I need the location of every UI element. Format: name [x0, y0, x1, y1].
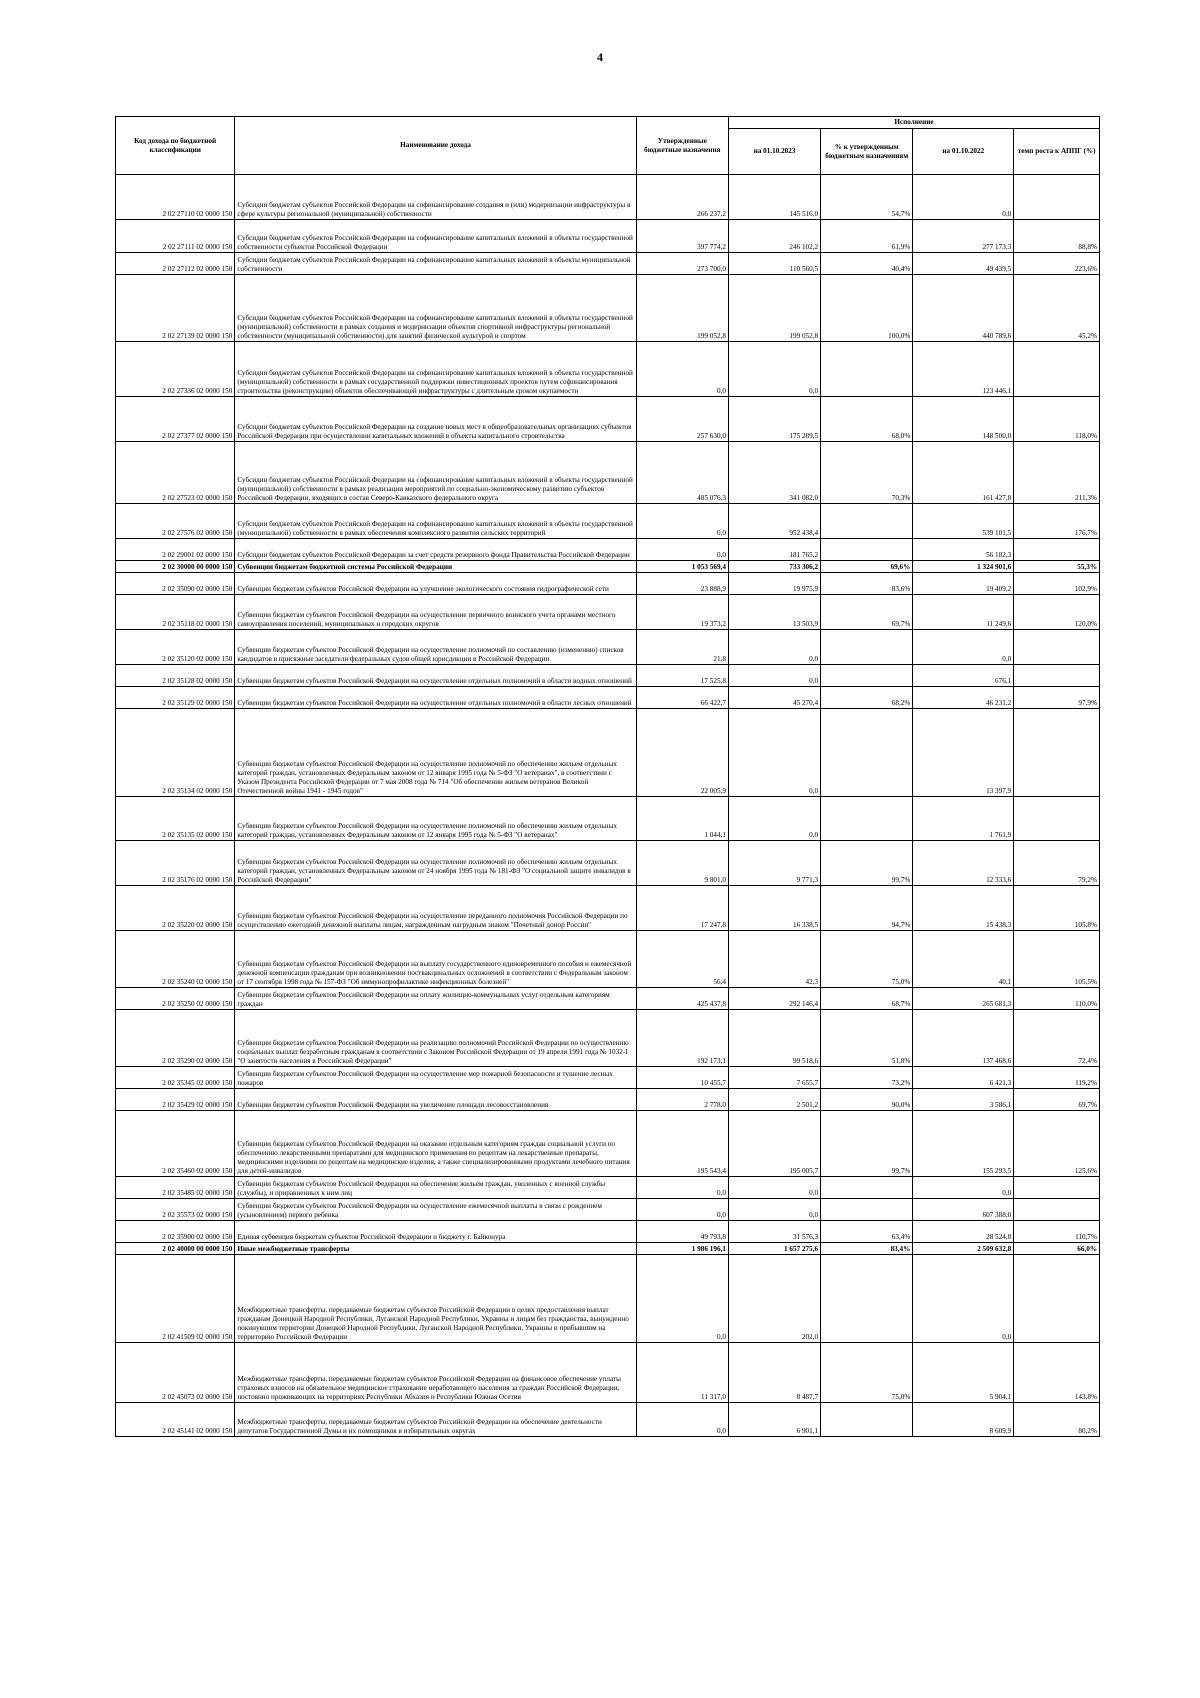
row-name: Субвенции бюджетам субъектов Российской Федерации на осуществление полномочий по составлению (изменению) списков кандидатов в присяжные заседатели федеральных судов общей юрисдикции в Российской Федерации — [235, 630, 636, 665]
row-exec-2023: 0,0 — [728, 342, 820, 397]
row-exec-2023: 99 518,6 — [728, 1010, 820, 1067]
header-name: Наименование дохода — [235, 117, 636, 175]
row-percent: 94,7% — [821, 886, 913, 931]
row-name: Субвенции бюджетам субъектов Российской Федерации на осуществление переданного полномочия Российской Федерации по осуществлению ежегодной денежной выплаты лицам, награжденным нагрудным знаком "Почетный донор России" — [235, 886, 636, 931]
row-code: 2 02 27112 02 0000 150 — [116, 253, 235, 275]
row-code: 2 02 35240 02 0000 150 — [116, 931, 235, 988]
row-growth: 120,0% — [1014, 595, 1100, 630]
table-row — [116, 442, 1100, 504]
row-percent: 70,3% — [821, 442, 913, 504]
row-approved: 0,0 — [636, 539, 728, 561]
row-name: Субвенции бюджетам субъектов Российской Федерации на оказание отдельным категориям граждан социальной услуги по обеспечению лекарственными препаратами для медицинского применения по рецептам на лекарственные препараты, медицинскими изделиями по рецептам на медицинские изделия, а также специализированными продуктами лечебного питания для детей-инвалидов — [235, 1111, 636, 1177]
row-percent — [821, 630, 913, 665]
row-percent: 75,0% — [821, 931, 913, 988]
table-row — [116, 253, 1100, 275]
row-approved: 1 986 196,1 — [636, 1243, 728, 1255]
row-growth: 97,9% — [1014, 687, 1100, 709]
row-approved: 273 700,0 — [636, 253, 728, 275]
row-code: 2 02 35250 02 0000 150 — [116, 988, 235, 1010]
row-exec-2023: 0,0 — [728, 1199, 820, 1221]
row-percent: 68,7% — [821, 988, 913, 1010]
row-growth: 143,8% — [1014, 1343, 1100, 1403]
row-code: 2 02 41509 02 0000 150 — [116, 1255, 235, 1343]
row-name: Субвенции бюджетам субъектов Российской Федерации на осуществление первичного воинского учета органами местного самоуправления поселений, муниципальных и городских округов — [235, 595, 636, 630]
revenue-table — [115, 116, 1100, 1437]
row-exec-2022: 1 761,9 — [913, 797, 1014, 841]
row-code: 2 02 27111 02 0000 150 — [116, 220, 235, 253]
row-exec-2023: 175 289,5 — [728, 397, 820, 442]
row-growth: 69,7% — [1014, 1089, 1100, 1111]
row-exec-2022: 49 439,5 — [913, 253, 1014, 275]
table-row — [116, 595, 1100, 630]
row-approved: 0,0 — [636, 342, 728, 397]
row-percent — [821, 1255, 913, 1343]
header-growth: темп роста к АППГ (%) — [1014, 129, 1100, 175]
table-row — [116, 342, 1100, 397]
row-exec-2022: 123 446,1 — [913, 342, 1014, 397]
row-exec-2023: 195 005,7 — [728, 1111, 820, 1177]
row-name: Субсидии бюджетам субъектов Российской Федерации на софинансирование капитальных вложений в объекты государственной (муниципальной) собственности в рамках реализации мероприятий по социально-экономическому развитию субъектов Российской Федерации, входящих в состав Северо-Кавказского федерального округа — [235, 442, 636, 504]
row-code: 2 02 27139 02 0000 150 — [116, 275, 235, 342]
row-percent: 83,4% — [821, 1243, 913, 1255]
row-code: 2 02 27110 02 0000 150 — [116, 175, 235, 220]
row-approved: 0,0 — [636, 1255, 728, 1343]
row-percent: 69,6% — [821, 561, 913, 573]
row-code: 2 02 40000 00 0000 150 — [116, 1243, 235, 1255]
table-row — [116, 1243, 1100, 1255]
row-exec-2022: 277 173,3 — [913, 220, 1014, 253]
row-exec-2023: 0,0 — [728, 630, 820, 665]
row-approved: 1 044,1 — [636, 797, 728, 841]
row-exec-2022: 539 101,5 — [913, 504, 1014, 539]
row-name: Субвенции бюджетам субъектов Российской Федерации на осуществление ежемесячной выплаты в связи с рождением (усыновлением) первого ребенка — [235, 1199, 636, 1221]
row-exec-2022: 40,1 — [913, 931, 1014, 988]
row-exec-2023: 7 655,7 — [728, 1067, 820, 1089]
table-row — [116, 1177, 1100, 1199]
table-body — [116, 175, 1100, 1437]
row-name: Субсидии бюджетам субъектов Российской Федерации на софинансирование капитальных вложений в объекты государственной (муниципальной) собственности в рамках создания и модернизации объектов спортивной инфраструктуры региональной собственности (муниципальной собственности) для занятий физической культурой и спортом — [235, 275, 636, 342]
row-exec-2022: 11 249,6 — [913, 595, 1014, 630]
row-percent: 90,0% — [821, 1089, 913, 1111]
row-name: Субвенции бюджетам субъектов Российской Федерации на осуществление отдельных полномочий в области лесных отношений — [235, 687, 636, 709]
row-name: Субвенции бюджетам субъектов Российской Федерации на выплату государственного единовременного пособия и ежемесячной денежной компенсации гражданам при возникновении поствакцинальных осложнений в соответствии с Федеральным законом от 17 сентября 1998 года № 157-ФЗ "Об иммунопрофилактике инфекционных болезней" — [235, 931, 636, 988]
row-percent: 100,0% — [821, 275, 913, 342]
row-growth: 105,8% — [1014, 886, 1100, 931]
row-growth — [1014, 630, 1100, 665]
row-growth: 118,0% — [1014, 397, 1100, 442]
row-percent: 83,6% — [821, 573, 913, 595]
row-percent — [821, 342, 913, 397]
row-exec-2022: 56 182,3 — [913, 539, 1014, 561]
row-approved: 0,0 — [636, 504, 728, 539]
row-exec-2023: 341 082,0 — [728, 442, 820, 504]
row-approved: 19 373,2 — [636, 595, 728, 630]
row-name: Межбюджетные трансферты, передаваемые бюджетам субъектов Российской Федерации в целях предоставления выплат гражданам Донецкой Народной Республики, Луганской Народной Республики, Украины и лицам без гражданства, вынужденно покинувшим территории Донецкой Народной Республики, Луганской Народной Республики, Украины и прибывшим на территорию Российской Федерации — [235, 1255, 636, 1343]
row-code: 2 02 35220 02 0000 150 — [116, 886, 235, 931]
row-exec-2023: 1 657 275,6 — [728, 1243, 820, 1255]
row-approved: 21,8 — [636, 630, 728, 665]
table-row — [116, 504, 1100, 539]
row-approved: 0,0 — [636, 1199, 728, 1221]
row-code: 2 02 45073 02 0000 150 — [116, 1343, 235, 1403]
row-percent — [821, 1403, 913, 1437]
row-exec-2023: 292 146,4 — [728, 988, 820, 1010]
row-name: Субвенции бюджетам субъектов Российской Федерации на увеличение площади лесовосстановления — [235, 1089, 636, 1111]
row-exec-2023: 45 270,4 — [728, 687, 820, 709]
row-exec-2023: 202,0 — [728, 1255, 820, 1343]
row-name: Субсидии бюджетам субъектов Российской Федерации на софинансирование капитальных вложений в объекты муниципальной собственности — [235, 253, 636, 275]
row-exec-2023: 13 503,9 — [728, 595, 820, 630]
table-row — [116, 709, 1100, 797]
row-exec-2022: 161 427,8 — [913, 442, 1014, 504]
row-code: 2 02 35176 02 0000 150 — [116, 841, 235, 886]
row-exec-2023: 733 306,2 — [728, 561, 820, 573]
row-exec-2023: 8 487,7 — [728, 1343, 820, 1403]
row-name: Субвенции бюджетам субъектов Российской Федерации на оплату жилищно-коммунальных услуг отдельным категориям граждан — [235, 988, 636, 1010]
row-growth: 223,6% — [1014, 253, 1100, 275]
row-percent: 75,0% — [821, 1343, 913, 1403]
row-exec-2022: 6 421,3 — [913, 1067, 1014, 1089]
row-exec-2023: 42,3 — [728, 931, 820, 988]
row-approved: 22 005,9 — [636, 709, 728, 797]
row-code: 2 02 35429 02 0000 150 — [116, 1089, 235, 1111]
row-approved: 56,4 — [636, 931, 728, 988]
row-exec-2022: 155 293,5 — [913, 1111, 1014, 1177]
table-row — [116, 1067, 1100, 1089]
row-name: Субвенции бюджетам бюджетной системы Российской Федерации — [235, 561, 636, 573]
row-percent: 68,0% — [821, 397, 913, 442]
table-row — [116, 397, 1100, 442]
row-approved: 192 173,1 — [636, 1010, 728, 1067]
table-row — [116, 886, 1100, 931]
row-exec-2023: 2 501,2 — [728, 1089, 820, 1111]
row-exec-2022: 265 681,3 — [913, 988, 1014, 1010]
row-exec-2023: 181 765,2 — [728, 539, 820, 561]
row-name: Субвенции бюджетам субъектов Российской Федерации на осуществление полномочий по обеспечению жильем отдельных категорий граждан, установленных Федеральным законом от 12 января 1995 года № 5-ФЗ "О ветеранах", в соответствии с Указом Президента Российской Федерации от 7 мая 2008 года № 714 "Об обеспечении жильем ветеранов Великой Отечественной войны 1941 - 1945 годов" — [235, 709, 636, 797]
header-approved: Утвержденные бюджетные назначения — [636, 117, 728, 175]
row-growth: 125,6% — [1014, 1111, 1100, 1177]
row-growth — [1014, 1255, 1100, 1343]
row-approved: 485 076,3 — [636, 442, 728, 504]
row-approved: 9 801,0 — [636, 841, 728, 886]
row-approved: 0,0 — [636, 1177, 728, 1199]
row-code: 2 02 35345 02 0000 150 — [116, 1067, 235, 1089]
row-growth: 80,2% — [1014, 1403, 1100, 1437]
row-percent: 73,2% — [821, 1067, 913, 1089]
row-growth — [1014, 797, 1100, 841]
row-exec-2022: 0,0 — [913, 630, 1014, 665]
row-percent: 68,2% — [821, 687, 913, 709]
row-exec-2023: 246 102,2 — [728, 220, 820, 253]
row-growth — [1014, 1177, 1100, 1199]
row-approved: 266 237,2 — [636, 175, 728, 220]
row-exec-2022: 0,0 — [913, 1255, 1014, 1343]
row-exec-2023: 199 052,8 — [728, 275, 820, 342]
row-growth — [1014, 539, 1100, 561]
row-approved: 425 437,8 — [636, 988, 728, 1010]
row-code: 2 02 30000 00 0000 150 — [116, 561, 235, 573]
row-exec-2023: 0,0 — [728, 797, 820, 841]
row-approved: 2 778,0 — [636, 1089, 728, 1111]
header-code: Код дохода по бюджетной классификации — [116, 117, 235, 175]
row-exec-2022: 8 609,9 — [913, 1403, 1014, 1437]
row-growth — [1014, 1199, 1100, 1221]
row-name: Субсидии бюджетам субъектов Российской Федерации на софинансирование капитальных вложений в объекты государственной (муниципальной) собственности в рамках государственной поддержки инвестиционных проектов путем софинансирования строительства (реконструкции) объектов обеспечивающей инфраструктуры с длительным сроком окупаемости — [235, 342, 636, 397]
row-name: Субсидии бюджетам субъектов Российской Федерации на софинансирование капитальных вложений в объекты государственной собственности субъектов Российской Федерации — [235, 220, 636, 253]
row-exec-2022: 19 409,2 — [913, 573, 1014, 595]
row-exec-2023: 16 338,5 — [728, 886, 820, 931]
row-approved: 199 052,8 — [636, 275, 728, 342]
row-name: Субвенции бюджетам субъектов Российской Федерации на осуществление полномочий по обеспечению жильем отдельных категорий граждан, установленных Федеральным законом от 24 ноября 1995 года № 181-ФЗ "О социальной защите инвалидов в Российской Федерации" — [235, 841, 636, 886]
row-code: 2 02 35485 02 0000 150 — [116, 1177, 235, 1199]
row-approved: 10 455,7 — [636, 1067, 728, 1089]
row-percent — [821, 665, 913, 687]
row-growth: 119,2% — [1014, 1067, 1100, 1089]
row-name: Субсидии бюджетам субъектов Российской Федерации на создание новых мест в общеобразовательных организациях субъектов Российской Федерации при осуществлении капитальных вложений в объекты капитального строительства — [235, 397, 636, 442]
row-code: 2 02 29001 02 0000 150 — [116, 539, 235, 561]
row-name: Иные межбюджетные трансферты — [235, 1243, 636, 1255]
row-growth — [1014, 709, 1100, 797]
row-name: Субвенции бюджетам субъектов Российской Федерации на осуществление мер пожарной безопасности и тушение лесных пожаров — [235, 1067, 636, 1089]
table-row — [116, 630, 1100, 665]
row-name: Субвенции бюджетам субъектов Российской Федерации на реализацию полномочий Российской Федерации по осуществлению социальных выплат безработным гражданам в соответствии с Законом Российской Федерации от 19 апреля 1991 года № 1032-I "О занятости населения в Российской Федерации" — [235, 1010, 636, 1067]
row-exec-2022: 46 231,2 — [913, 687, 1014, 709]
row-exec-2023: 6 901,1 — [728, 1403, 820, 1437]
header-date-2022: на 01.10.2022 — [913, 129, 1014, 175]
row-approved: 66 422,7 — [636, 687, 728, 709]
table-row — [116, 797, 1100, 841]
row-code: 2 02 35573 02 0000 150 — [116, 1199, 235, 1221]
table-row — [116, 539, 1100, 561]
row-exec-2023: 952 438,4 — [728, 504, 820, 539]
table-row — [116, 1255, 1100, 1343]
table-row — [116, 220, 1100, 253]
row-approved: 257 630,0 — [636, 397, 728, 442]
row-growth: 110,7% — [1014, 1221, 1100, 1243]
table-row — [116, 1111, 1100, 1177]
row-exec-2023: 0,0 — [728, 665, 820, 687]
header-date-2023: на 01.10.2023 — [728, 129, 820, 175]
row-exec-2022: 607 388,0 — [913, 1199, 1014, 1221]
row-code: 2 02 27523 02 0000 150 — [116, 442, 235, 504]
row-growth: 88,8% — [1014, 220, 1100, 253]
row-name: Субвенции бюджетам субъектов Российской Федерации на осуществление полномочий по обеспечению жильем отдельных категорий граждан, установленных Федеральным законом от 12 января 1995 года № 5-ФЗ "О ветеранах" — [235, 797, 636, 841]
row-code: 2 02 35900 02 0000 150 — [116, 1221, 235, 1243]
row-exec-2022: 5 904,1 — [913, 1343, 1014, 1403]
page-number: 4 — [597, 50, 603, 64]
row-name: Субвенции бюджетам субъектов Российской Федерации на улучшение экологического состояния гидрографической сети — [235, 573, 636, 595]
row-name: Межбюджетные трансферты, передаваемые бюджетам субъектов Российской Федерации на финансовое обеспечение уплаты страховых взносов на обязательное медицинское страхование неработающего населения за граждан Российской Федерации, постоянно проживающих на территориях Республики Абхазия и Республики Южная Осетия — [235, 1343, 636, 1403]
row-code: 2 02 27377 02 0000 150 — [116, 397, 235, 442]
row-exec-2022: 13 397,9 — [913, 709, 1014, 797]
row-exec-2022: 676,1 — [913, 665, 1014, 687]
row-exec-2022: 148 500,0 — [913, 397, 1014, 442]
row-growth: 66,0% — [1014, 1243, 1100, 1255]
table-row — [116, 175, 1100, 220]
row-name: Субсидии бюджетам субъектов Российской Федерации на софинансирование капитальных вложений в объекты государственной (муниципальной) собственности в рамках обеспечения комплексного развития сельских территорий — [235, 504, 636, 539]
row-percent — [821, 504, 913, 539]
row-approved: 397 774,2 — [636, 220, 728, 253]
row-name: Субвенции бюджетам субъектов Российской Федерации на обеспечение жильем граждан, уволенных с военной службы (службы), и приравненных к ним лиц — [235, 1177, 636, 1199]
row-growth: 102,9% — [1014, 573, 1100, 595]
row-growth: 105,5% — [1014, 931, 1100, 988]
row-percent: 40,4% — [821, 253, 913, 275]
row-percent — [821, 709, 913, 797]
row-name: Субсидии бюджетам субъектов Российской Федерации за счет средств резервного фонда Правительства Российской Федерации — [235, 539, 636, 561]
row-code: 2 02 35460 02 0000 150 — [116, 1111, 235, 1177]
row-growth: 211,3% — [1014, 442, 1100, 504]
row-code: 2 02 35290 02 0000 150 — [116, 1010, 235, 1067]
row-growth — [1014, 175, 1100, 220]
row-code: 2 02 45141 02 0000 150 — [116, 1403, 235, 1437]
row-percent — [821, 539, 913, 561]
row-percent — [821, 797, 913, 841]
row-exec-2023: 31 576,3 — [728, 1221, 820, 1243]
table-row — [116, 988, 1100, 1010]
row-approved: 49 793,8 — [636, 1221, 728, 1243]
table-row — [116, 931, 1100, 988]
row-exec-2022: 2 509 632,8 — [913, 1243, 1014, 1255]
table-row — [116, 561, 1100, 573]
row-exec-2023: 0,0 — [728, 1177, 820, 1199]
row-code: 2 02 35118 02 0000 150 — [116, 595, 235, 630]
row-exec-2022: 12 333,6 — [913, 841, 1014, 886]
row-growth: 72,4% — [1014, 1010, 1100, 1067]
row-code: 2 02 35129 02 0000 150 — [116, 687, 235, 709]
row-percent: 99,7% — [821, 1111, 913, 1177]
row-approved: 11 317,0 — [636, 1343, 728, 1403]
table-row — [116, 687, 1100, 709]
row-exec-2023: 145 516,0 — [728, 175, 820, 220]
row-code: 2 02 35135 02 0000 150 — [116, 797, 235, 841]
row-exec-2022: 1 324 901,6 — [913, 561, 1014, 573]
row-exec-2023: 19 975,9 — [728, 573, 820, 595]
row-name: Единая субвенция бюджетам субъектов Российской Федерации и бюджету г. Байконура — [235, 1221, 636, 1243]
row-code: 2 02 35090 02 0000 150 — [116, 573, 235, 595]
row-growth: 55,3% — [1014, 561, 1100, 573]
table-row — [116, 1403, 1100, 1437]
row-code: 2 02 27336 02 0000 150 — [116, 342, 235, 397]
table-row — [116, 665, 1100, 687]
row-exec-2023: 0,0 — [728, 709, 820, 797]
row-growth: 45,2% — [1014, 275, 1100, 342]
row-growth — [1014, 665, 1100, 687]
row-exec-2022: 0,0 — [913, 1177, 1014, 1199]
row-name: Субвенции бюджетам субъектов Российской Федерации на осуществление отдельных полномочий в области водных отношений — [235, 665, 636, 687]
row-percent: 69,7% — [821, 595, 913, 630]
row-code: 2 02 35120 02 0000 150 — [116, 630, 235, 665]
row-name: Субсидии бюджетам субъектов Российской Федерации на софинансирование создания и (или) модернизации инфраструктуры в сфере культуры региональной (муниципальной) собственности — [235, 175, 636, 220]
table-row — [116, 1343, 1100, 1403]
row-approved: 1 053 569,4 — [636, 561, 728, 573]
row-percent: 61,9% — [821, 220, 913, 253]
table-row — [116, 1089, 1100, 1111]
row-percent: 54,7% — [821, 175, 913, 220]
row-name: Межбюджетные трансферты, передаваемые бюджетам субъектов Российской Федерации на обеспечение деятельности депутатов Государственной Думы и их помощников в избирательных округах — [235, 1403, 636, 1437]
row-exec-2022: 440 789,6 — [913, 275, 1014, 342]
row-exec-2022: 3 586,1 — [913, 1089, 1014, 1111]
table-row — [116, 841, 1100, 886]
row-percent — [821, 1177, 913, 1199]
row-exec-2022: 28 524,8 — [913, 1221, 1014, 1243]
row-percent: 99,7% — [821, 841, 913, 886]
table-row — [116, 1199, 1100, 1221]
table-row — [116, 1010, 1100, 1067]
row-approved: 0,0 — [636, 1403, 728, 1437]
row-approved: 17 247,8 — [636, 886, 728, 931]
row-exec-2023: 9 771,3 — [728, 841, 820, 886]
row-approved: 195 543,4 — [636, 1111, 728, 1177]
table-row — [116, 573, 1100, 595]
row-code: 2 02 27576 02 0000 150 — [116, 504, 235, 539]
row-exec-2022: 15 438,3 — [913, 886, 1014, 931]
row-approved: 17 525,8 — [636, 665, 728, 687]
row-percent: 63,4% — [821, 1221, 913, 1243]
header-percent: % к утвержденным бюджетным назначениям — [821, 129, 913, 175]
row-percent: 51,8% — [821, 1010, 913, 1067]
row-code: 2 02 35134 02 0000 150 — [116, 709, 235, 797]
row-exec-2022: 0,0 — [913, 175, 1014, 220]
row-growth: 110,0% — [1014, 988, 1100, 1010]
header-execution: Исполнение — [728, 117, 1099, 129]
row-exec-2023: 110 560,5 — [728, 253, 820, 275]
row-exec-2022: 137 468,6 — [913, 1010, 1014, 1067]
row-growth — [1014, 342, 1100, 397]
row-approved: 23 888,9 — [636, 573, 728, 595]
row-percent — [821, 1199, 913, 1221]
row-growth: 79,2% — [1014, 841, 1100, 886]
row-growth: 176,7% — [1014, 504, 1100, 539]
table-row — [116, 1221, 1100, 1243]
table-row — [116, 275, 1100, 342]
row-code: 2 02 35128 02 0000 150 — [116, 665, 235, 687]
